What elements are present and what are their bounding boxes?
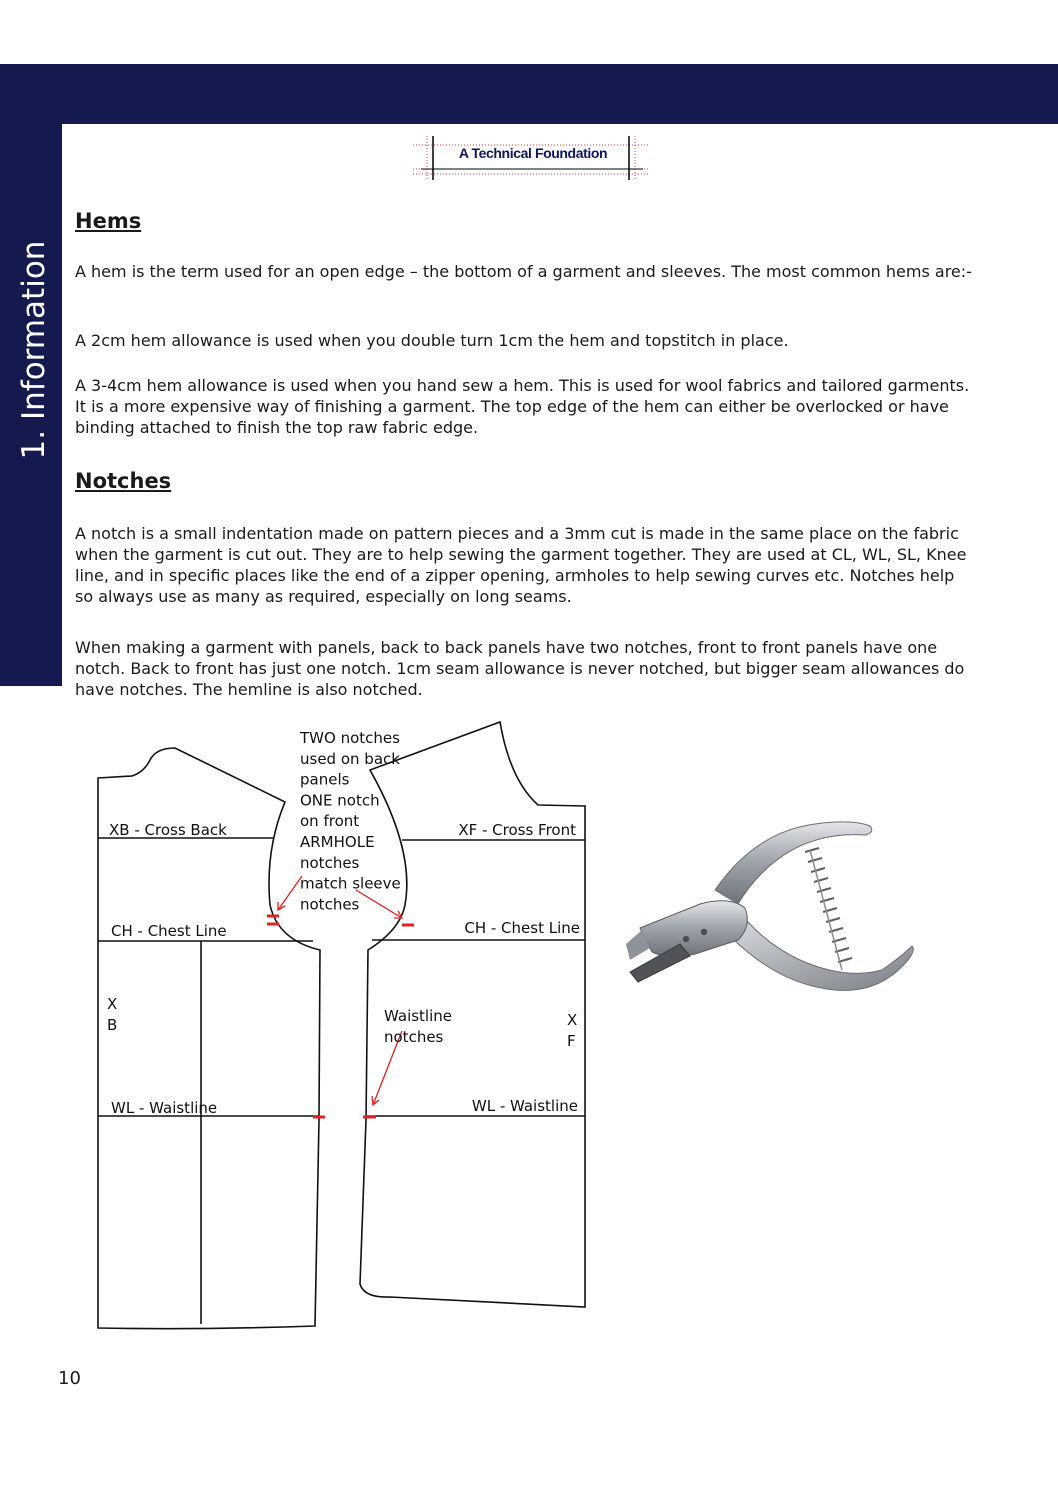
notches-pattern-diagram	[80, 700, 600, 1340]
section-banner	[413, 136, 649, 180]
chest-label-right: CH - Chest Line	[464, 919, 580, 937]
notches-heading: Notches	[75, 469, 172, 493]
x-label-left: X	[107, 995, 118, 1013]
spring	[805, 848, 852, 962]
waist-label-right: WL - Waistline	[471, 1097, 578, 1115]
waist-note	[384, 1007, 452, 1046]
chest-label-left: CH - Chest Line	[111, 922, 227, 940]
armhole-note-line: TWO notches	[300, 729, 400, 747]
b-label-left: B	[107, 1016, 118, 1034]
hems-paragraph-3: A 3-4cm hem allowance is used when you hand sew a hem. This is used for wool fabrics and tailored garments. It is a more expensive way of finishing a garment. The top edge of the hem can either be overlocked or have binding attached to finish the top raw fabric edge.	[75, 376, 970, 437]
armhole-note-line: panels	[300, 770, 350, 789]
notches-paragraph-1: A notch is a small indentation made on pattern pieces and a 3mm cut is made in the same place on the fabric when the garment is cut out. They are to help sewing the garment together. They are used at CL, WL, SL, Knee line, and in specific places like the end of a zipper opening, armholes to help sewing curves etc. Notches help so always use as many as required, especially on long seams.	[75, 524, 967, 606]
lower-handle	[732, 922, 913, 990]
top-header-bar	[0, 64, 1058, 124]
notches-paragraph-2: When making a garment with panels, back to back panels have two notches, front to front panels have one notch. Back to front has just one notch. 1cm seam allowance is never notched, but bigger seam allowances do have notches. The hemline is also notched.	[75, 638, 965, 699]
armhole-note	[299, 729, 401, 913]
hems-paragraph-1: A hem is the term used for an open edge – the bottom of a garment and sleeves. The most common hems are:-	[75, 262, 972, 281]
xb-label: XB - Cross Back	[109, 821, 227, 839]
banner-title: A Technical Foundation	[458, 145, 608, 161]
hems-paragraph-2: A 2cm hem allowance is used when you double turn 1cm the hem and topstitch in place.	[75, 331, 789, 350]
armhole-note-line: notches	[300, 853, 360, 872]
page-number: 10	[58, 1368, 81, 1389]
armhole-arrow-back	[278, 876, 302, 910]
x-label-right: X	[567, 1011, 578, 1029]
waist-label-left: WL - Waistline	[111, 1099, 218, 1117]
armhole-note-line: used on back	[300, 749, 400, 768]
pliers-head	[640, 901, 747, 957]
section-label: 1. Information	[16, 240, 52, 460]
armhole-note-line: ARMHOLE	[300, 833, 375, 851]
notch-pliers-photo	[620, 810, 920, 1000]
hems-heading: Hems	[75, 209, 142, 233]
waist-note-line: notches	[384, 1028, 444, 1046]
section-sidebar	[0, 124, 62, 686]
armhole-note-line: on front	[300, 812, 360, 831]
waist-note-line: Waistline	[384, 1007, 452, 1025]
armhole-note-line: match sleeve	[300, 874, 401, 893]
upper-handle	[715, 822, 872, 904]
armhole-note-line: notches	[300, 895, 360, 914]
armhole-arrow-front	[356, 890, 402, 918]
xf-label: XF - Cross Front	[458, 821, 576, 839]
armhole-note-line: ONE notch	[300, 791, 380, 810]
f-label-right: F	[567, 1032, 576, 1050]
